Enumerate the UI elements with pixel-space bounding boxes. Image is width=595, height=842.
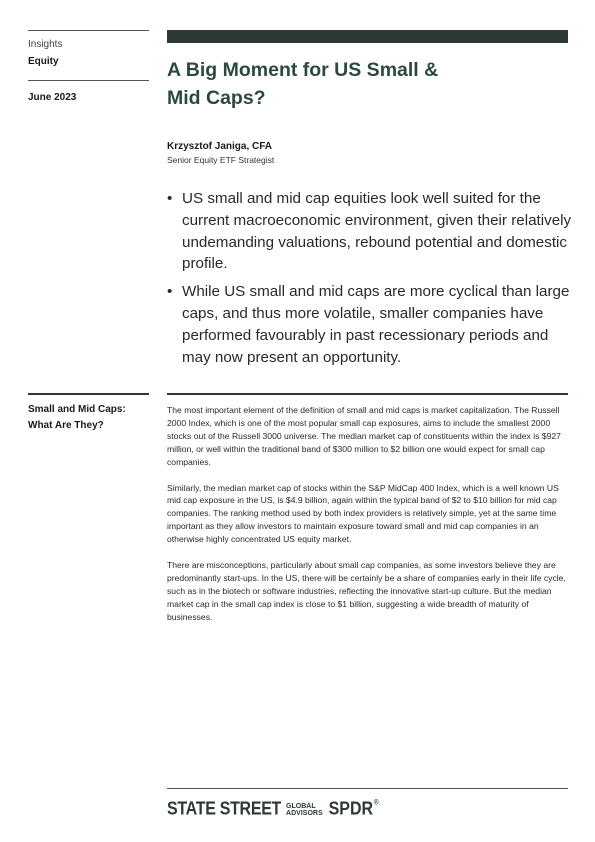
logo-registered-mark: ® [374, 799, 379, 807]
highlight-item [167, 188, 572, 275]
sidebar-mid-rule [28, 80, 149, 81]
body-paragraph: The most important element of the definition of small and mid caps is market capitalization. The Russell 2000 Index, which is one of the most popular small cap exposures, aims to include the smallest 2000 stocks out of the Russell 3000 universe. The median market cap of constituents within the index is $927 million, or well within the traditional band of $300 million to $2 billion one would expect for small cap companies. [167, 405, 561, 467]
publication-date: June 2023 [28, 92, 77, 103]
logo-global-advisors [286, 803, 323, 818]
header-accent-bar [167, 30, 568, 43]
author-role: Senior Equity ETF Strategist [167, 155, 275, 165]
logo-global: GLOBAL [286, 802, 316, 810]
bullet-icon: • [167, 283, 173, 301]
logo-advisors: ADVISORS [286, 810, 323, 817]
author-name: Krzysztof Janiga, CFA [167, 141, 273, 152]
sidebar-topic: Equity [28, 56, 59, 67]
page-title [167, 56, 567, 112]
highlight-text: US small and mid cap equities look well suited for the current macroeconomic environment, given their relatively undemanding valuations, rebound potential and domestic profile. [182, 190, 572, 273]
section-heading [28, 402, 158, 434]
state-street-spdr-logo [167, 798, 378, 822]
bullet-icon: • [167, 190, 173, 207]
sidebar-top-rule [28, 30, 149, 31]
title-line-1: A Big Moment for US Small & [167, 59, 439, 81]
logo-spdr-text: SPDR [328, 799, 374, 820]
section-left-rule [28, 393, 149, 395]
highlight-item [167, 281, 572, 368]
section-heading-line-1: Small and Mid Caps: [28, 404, 126, 415]
logo-spdr [329, 800, 379, 821]
sidebar-category: Insights [28, 39, 63, 50]
highlight-list [167, 188, 572, 374]
author-block [167, 141, 274, 165]
footer-rule [167, 788, 568, 789]
section-body [167, 404, 575, 637]
title-line-2: Mid Caps? [167, 87, 266, 109]
section-heading-line-2: What Are They? [28, 420, 104, 431]
body-paragraph: Similarly, the median market cap of stocks within the S&P MidCap 400 Index, which is a well known US mid cap exposure in the US, is $4.9 billion, again within the typical band of $2 to $10 billion for mid cap companies. The ranking method used by both index providers is relatively simple, yet at the same time important as they allow investors to maintain exposure toward small and mid cap companies in an otherwise highly concentrated US equity market. [167, 482, 559, 545]
logo-brand: STATE STREET [167, 799, 282, 820]
highlight-text: While US small and mid caps are more cyclical than large caps, and thus more volatile, smaller companies have performed favourably in past recessionary periods and may now present an opportunity. [182, 283, 570, 366]
body-paragraph: There are misconceptions, particularly about small cap companies, as some investors believe they are predominantly start-ups. In the US, there will be certainly be a share of companies early in their life cycle, such as in the biotech or software industries, reflecting the innovative start-up culture. But the median market cap in the small cap index is close to $1 billion, suggesting a wide breadth of maturity of businesses. [167, 560, 566, 622]
section-right-rule [167, 393, 568, 395]
